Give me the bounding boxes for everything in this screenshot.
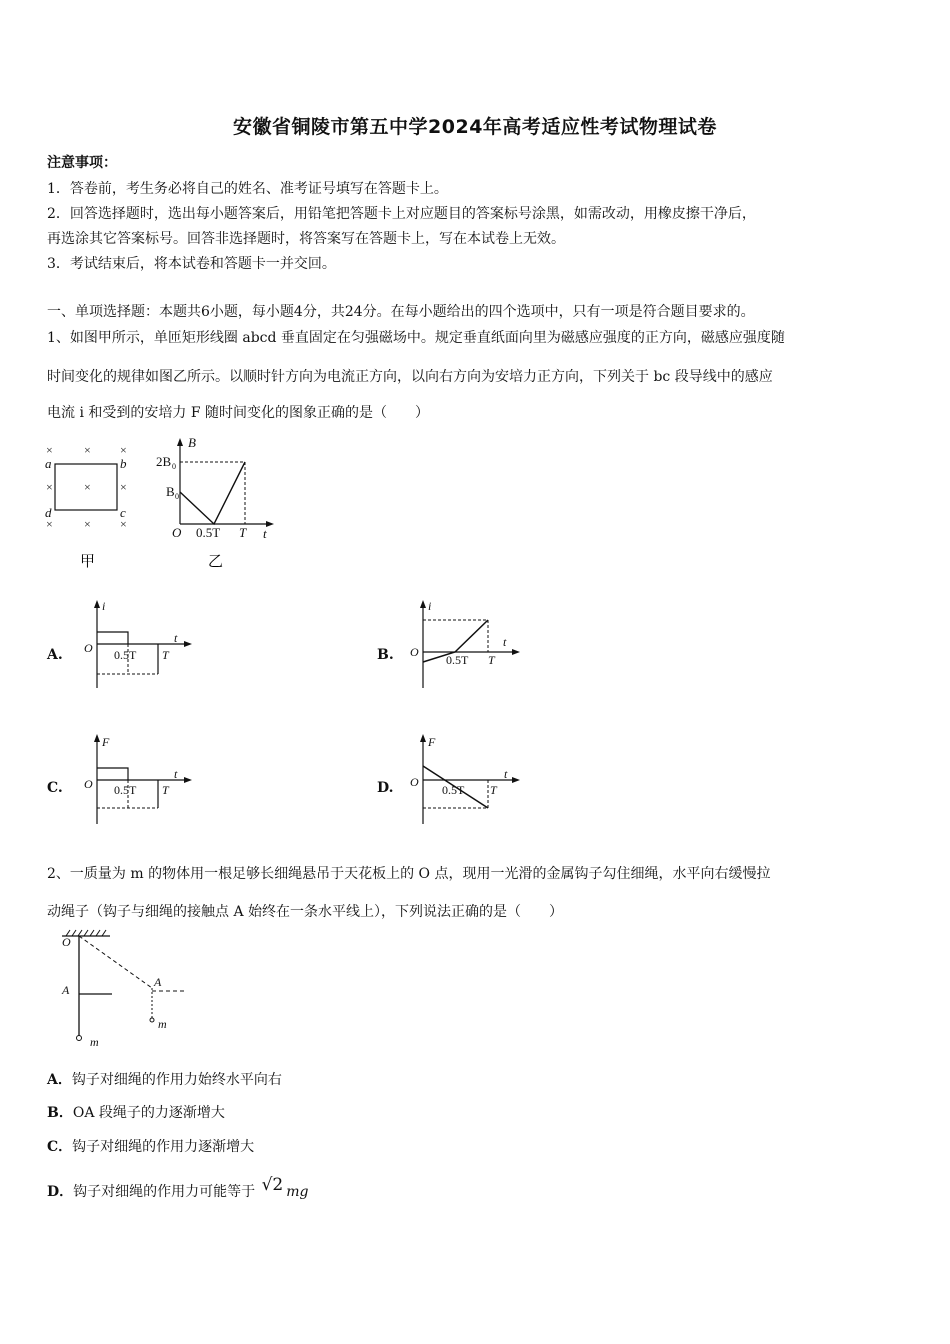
- notice-item: 1．答卷前，考生务必将自己的姓名、准考证号填写在答题卡上。: [47, 181, 448, 197]
- cross-mark: ×: [46, 443, 53, 457]
- x-axis-arrow: [266, 521, 274, 527]
- svg-text:T: T: [488, 653, 495, 667]
- cross-mark: ×: [120, 517, 127, 531]
- tick-2b0: 2B: [156, 454, 172, 469]
- notice-item: 再选涂其它答案标号。回答非选择题时，将答案写在答题卡上，写在本试卷上无效。: [47, 231, 565, 247]
- svg-text:0.5T: 0.5T: [114, 783, 137, 797]
- svg-text:0.5T: 0.5T: [446, 653, 469, 667]
- question-1-line: 电流 i 和受到的安培力 F 随时间变化的图象正确的是（ ）: [47, 405, 429, 421]
- option-b-label: B.: [377, 647, 394, 663]
- question-2-line: 动绳子（钩子与细绳的接触点 A 始终在一条水平线上），下列说法正确的是（ ）: [47, 904, 564, 920]
- sqrt-symbol: √2: [261, 1175, 284, 1195]
- svg-text:F: F: [102, 735, 110, 749]
- svg-text:T: T: [162, 783, 169, 797]
- cross-mark: ×: [84, 517, 91, 531]
- svg-text:m: m: [158, 1017, 167, 1031]
- option-d-label: D.: [377, 780, 394, 796]
- origin-label: O: [172, 525, 182, 540]
- option-d-text: 钩子对细绳的作用力可能等于: [73, 1184, 256, 1200]
- section-heading: 一、单项选择题：本题共6小题，每小题4分，共24分。在每小题给出的四个选项中，只有一项是符合题目要求的。: [47, 304, 755, 320]
- mass: [77, 1036, 82, 1041]
- svg-text:t: t: [174, 631, 178, 645]
- notice-item: 2．回答选择题时，选出每小题答案后，用铅笔把答题卡上对应题目的答案标号涂黑，如需改动，用橡皮擦干净后，: [47, 206, 756, 222]
- option-a: [47, 1069, 282, 1089]
- x-axis-label: t: [263, 526, 267, 541]
- option-b: [47, 1102, 225, 1122]
- svg-text:O: O: [84, 777, 93, 791]
- option-c-text: 钩子对细绳的作用力逐渐增大: [72, 1139, 255, 1155]
- option-a-label: A.: [47, 647, 63, 663]
- svg-text:O: O: [410, 775, 419, 789]
- tick-sub: 0: [175, 492, 179, 501]
- corner-c-label: c: [120, 505, 126, 520]
- current-segment: [97, 632, 128, 644]
- option-b-text: OA 段绳子的力逐渐增大: [72, 1105, 225, 1121]
- cross-mark: ×: [84, 443, 91, 457]
- y-axis-arrow: [177, 438, 183, 446]
- tick-sub: 0: [172, 462, 176, 471]
- figure-rope-hook: [50, 928, 200, 1052]
- question-2-line: 2、一质量为 m 的物体用一根足够长细绳悬吊于天花板上的 O 点，现用一光滑的金属钩子勾住细绳，水平向右缓慢拉: [47, 866, 771, 882]
- svg-text:O: O: [62, 935, 71, 949]
- svg-text:0.5T: 0.5T: [442, 783, 465, 797]
- svg-text:i: i: [102, 599, 106, 613]
- question-1-line: 1、如图甲所示，单匝矩形线圈 abcd 垂直固定在匀强磁场中。规定垂直纸面向里为磁感应强度的正方向，磁感应强度随: [47, 330, 785, 346]
- tick-half: 0.5T: [196, 525, 221, 540]
- page-title: 安徽省铜陵市第五中学2024年高考适应性考试物理试卷: [233, 116, 717, 138]
- option-d: [47, 1175, 309, 1201]
- corner-a-label: a: [45, 456, 52, 471]
- svg-text:F: F: [428, 735, 436, 749]
- svg-text:A: A: [62, 983, 70, 997]
- figure-b-graph-yi: [150, 436, 280, 570]
- svg-text:A: A: [154, 975, 162, 989]
- notice-item: 3．考试结束后，将本试卷和答题卡一并交回。: [47, 256, 336, 272]
- question-1-line: 时间变化的规律如图乙所示。以顺时针方向为电流正方向，以向右方向为安培力正方向，下列关于 bc 段导线中的感应: [47, 369, 773, 385]
- option-b-label: B．: [47, 1105, 73, 1121]
- option-c-label: C.: [47, 780, 63, 796]
- option-b-graph: [408, 596, 528, 692]
- figure-coil-jia: [40, 440, 140, 570]
- svg-text:t: t: [504, 767, 508, 781]
- cross-mark: ×: [84, 480, 91, 494]
- y-axis-label: B: [188, 436, 196, 450]
- mg-symbol: mg: [286, 1184, 309, 1200]
- svg-text:T: T: [162, 648, 169, 662]
- svg-text:m: m: [90, 1035, 99, 1049]
- svg-text:O: O: [410, 645, 419, 659]
- option-a-label: A．: [47, 1072, 72, 1088]
- dashed-rope: [79, 936, 152, 988]
- cross-mark: ×: [120, 443, 127, 457]
- notice-heading: 注意事项：: [47, 155, 117, 171]
- option-a-graph: [80, 596, 200, 692]
- tick-t: T: [239, 525, 247, 540]
- option-d-graph: [408, 730, 528, 826]
- svg-text:t: t: [174, 767, 178, 781]
- svg-text:i: i: [428, 599, 432, 613]
- figure-caption: 乙: [208, 554, 224, 570]
- svg-text:t: t: [503, 635, 507, 649]
- cross-mark: ×: [120, 480, 127, 494]
- figure-caption: 甲: [80, 554, 96, 570]
- corner-b-label: b: [120, 456, 127, 471]
- cross-mark: ×: [46, 480, 53, 494]
- option-d-label: D．: [47, 1184, 74, 1200]
- svg-text:T: T: [490, 783, 497, 797]
- tick-b0: B: [166, 484, 175, 499]
- svg-text:0.5T: 0.5T: [114, 648, 137, 662]
- svg-text:O: O: [84, 641, 93, 655]
- option-c-label: C．: [47, 1139, 73, 1155]
- option-a-text: 钩子对细绳的作用力始终水平向右: [71, 1072, 282, 1088]
- b-curve: [180, 462, 245, 524]
- option-c: [47, 1136, 254, 1156]
- option-c-graph: [80, 730, 200, 826]
- cross-mark: ×: [46, 517, 53, 531]
- corner-d-label: d: [45, 505, 52, 520]
